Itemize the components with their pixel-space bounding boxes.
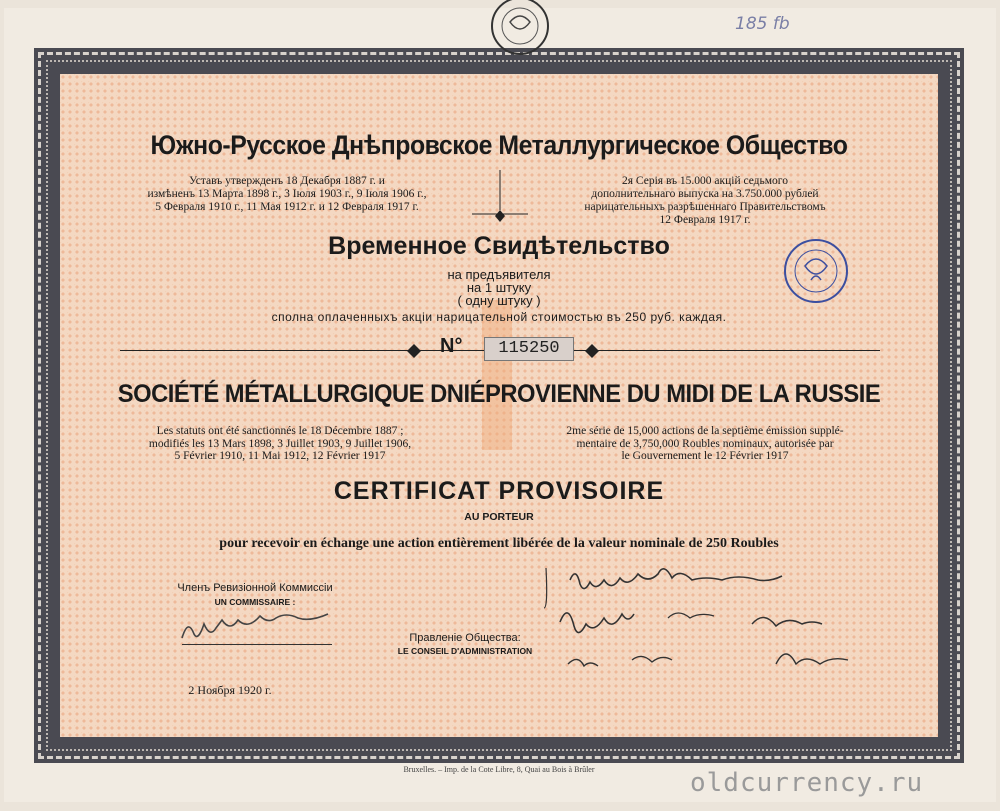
title-certificat: CERTIFICAT PROVISOIRE xyxy=(333,477,665,505)
issue-date: 2 Ноября 1920 г. xyxy=(188,683,272,697)
series-fr-line-2: mentaire de 3,750,000 Roubles nominaux, autorisée par xyxy=(576,437,834,450)
porteur-ru-line-1: на предъявителя xyxy=(447,267,551,282)
series-ru-line-1: 2я Серiя въ 15.000 акцiй седьмого xyxy=(622,175,788,187)
board-signatures xyxy=(540,560,890,710)
statute-ru-line-3: 5 Февраля 1910 г., 11 Мая 1912 г. и 12 Февраля 1917 г. xyxy=(155,201,419,213)
series-ru-line-3: нарицательныхъ разрѣшеннаго Правительствомъ xyxy=(584,201,826,213)
board-label-french: LE CONSEIL D'ADMINISTRATION xyxy=(397,646,533,656)
printer-imprint: Bruxelles. – Imp. de la Cote Libre, 8, Quai au Bois à Brûler xyxy=(403,765,595,774)
board-label-russian: Правленiе Общества: xyxy=(409,632,521,644)
statute-fr-line-3: 5 Février 1910, 11 Mai 1912, 12 Février 1917 xyxy=(174,450,386,462)
number-rule-diamond-right xyxy=(584,343,600,359)
title-russian: Южно-Русское Днѣпровское Металлургическое Общество xyxy=(150,130,848,160)
statute-ru-line-1: Уставъ утвержденъ 18 Декабря 1887 г. и xyxy=(189,175,385,187)
commissaire-label-russian: Членъ Ревизiонной Коммиссiи xyxy=(177,582,333,594)
series-fr-line-1: 2me série de 15,000 actions de la septième émission supplé- xyxy=(566,425,844,437)
certificate-number: 115250 xyxy=(484,337,574,361)
statute-russian xyxy=(122,175,452,214)
series-fr-line-3: le Gouvernement le 12 Février 1917 xyxy=(621,450,789,462)
center-ornament xyxy=(470,168,530,226)
commissaire-signature-line xyxy=(182,644,332,645)
title-french: SOCIÉTÉ MÉTALLURGIQUE DNIÉPROVIENNE DU MIDI DE LA RUSSIE xyxy=(117,380,881,408)
series-ru-line-2: дополнительнаго выпуска на 3.750.000 рублей xyxy=(591,188,819,200)
top-seal-stamp xyxy=(478,0,562,60)
au-porteur: AU PORTEUR xyxy=(464,511,534,523)
paid-statement-russian: сполна оплаченныхъ акцiи нарицательной стоимостью въ 250 руб. каждая. xyxy=(271,310,727,324)
statute-ru-line-2: измѣненъ 13 Марта 1898 г., 3 Iюля 1903 г., 9 Iюля 1906 г., xyxy=(147,188,427,200)
porteur-ru-line-3: ( одну штуку ) xyxy=(457,293,541,308)
statute-fr-line-2: modifiés les 13 Mars 1898, 3 Juillet 1903, 9 Juillet 1906, xyxy=(148,437,412,450)
series-russian xyxy=(560,175,850,227)
number-rule-diamond-left xyxy=(406,343,422,359)
number-label: N° xyxy=(440,335,463,357)
exchange-statement: pour recevoir en échange une action entièrement libérée de la valeur nominale de 250 Roubles xyxy=(219,536,779,551)
porteur-ru-line-2: на 1 штуку xyxy=(466,280,532,295)
series-french xyxy=(560,425,850,463)
series-ru-line-4: 12 Февраля 1917 г. xyxy=(659,214,751,226)
title-vremennoe: Временное Свидѣтельство xyxy=(328,232,670,260)
statute-french xyxy=(120,425,440,463)
pencil-note: 185 fb xyxy=(735,14,790,34)
commissaire-label-french: UN COMMISSAIRE : xyxy=(214,597,296,607)
site-watermark: oldcurrency.ru xyxy=(690,768,924,798)
commissaire-signature xyxy=(178,612,338,646)
porteur-russian xyxy=(60,268,938,307)
statute-fr-line-1: Les statuts ont été sanctionnés le 18 Décembre 1887 ; xyxy=(156,425,404,437)
